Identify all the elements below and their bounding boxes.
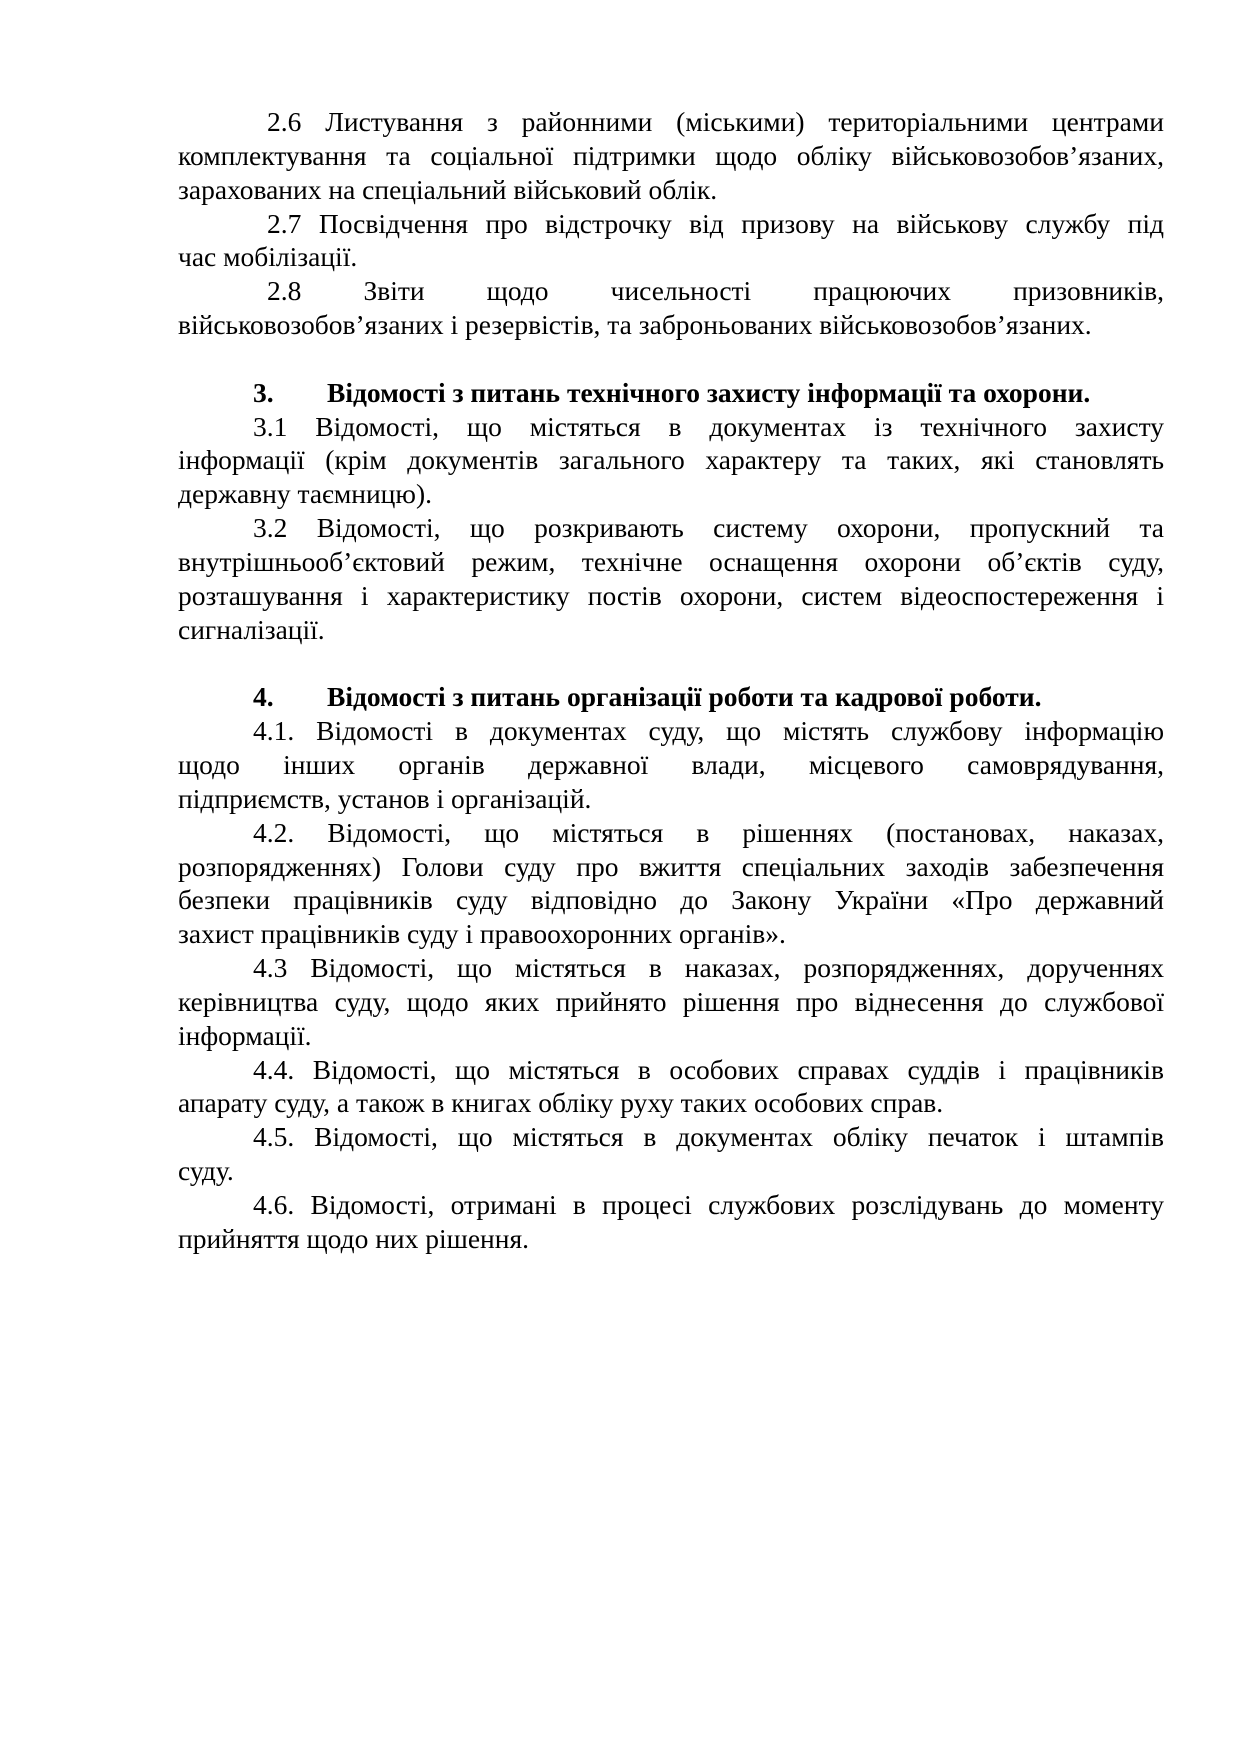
text-line: суду. <box>178 1155 234 1187</box>
text-line: 3.2 Відомості, що розкривають систему охорони, пропускний та <box>253 512 1164 544</box>
text-line: 4.5. Відомості, що містяться в документах обліку печаток і штампів <box>253 1121 1164 1153</box>
text-line: захист працівників суду і правоохоронних органів». <box>178 918 786 950</box>
section-number: 4. <box>253 681 274 713</box>
list-item-paragraph <box>178 1188 1164 1256</box>
text-line: 4.6. Відомості, отримані в процесі службових розслідувань до моменту <box>253 1189 1164 1220</box>
text-line: прийняття щодо них рішення. <box>178 1222 530 1254</box>
text-line: щодо інших органів державної влади, місцевого самоврядування, <box>178 749 1164 781</box>
section-title: Відомості з питань організації роботи та кадрової роботи. <box>327 681 1042 713</box>
text-line: 4.4. Відомості, що містяться в особових справах суддів і працівників <box>253 1053 1164 1085</box>
text-line: державну таємницю). <box>178 478 432 510</box>
text-line: 4.2. Відомості, що містяться в рішеннях (постановах, наказах, <box>253 816 1164 848</box>
list-item-paragraph <box>178 207 1164 275</box>
text-line: комплектування та соціальної підтримки щодо обліку військовозобов’язаних, <box>178 139 1164 171</box>
text-line: час мобілізації. <box>178 241 358 273</box>
section-number: 3. <box>253 376 274 408</box>
text-line: розпорядженнях) Голови суду про вжиття спеціальних заходів забезпечення <box>178 850 1164 882</box>
list-item-paragraph <box>178 1120 1164 1188</box>
text-line: інформації (крім документів загального характеру та таких, які становлять <box>178 444 1164 476</box>
list-item-paragraph <box>178 951 1164 1053</box>
text-line: керівництва суду, щодо яких прийнято рішення про віднесення до службової <box>178 985 1164 1017</box>
text-line: апарату суду, а також в книгах обліку руху таких особових справ. <box>178 1087 944 1119</box>
text-line: підприємств, установ і організацій. <box>178 782 592 814</box>
section-heading <box>178 376 1164 410</box>
section-heading <box>178 680 1164 714</box>
text-line: внутрішньооб’єктовий режим, технічне оснащення охорони об’єктів суду, <box>178 545 1164 577</box>
text-line: сигналізації. <box>178 613 325 645</box>
text-line: 4.1. Відомості в документах суду, що містять службову інформацію <box>253 715 1164 747</box>
text-line: розташування і характеристику постів охорони, систем відеоспостереження і <box>178 579 1164 611</box>
section-title: Відомості з питань технічного захисту інформації та охорони. <box>327 376 1091 408</box>
list-item-paragraph <box>178 511 1164 646</box>
text-line: безпеки працівників суду відповідно до Закону України «Про державний <box>178 884 1164 916</box>
paragraph-spacer <box>178 342 1164 376</box>
text-line: 4.3 Відомості, що містяться в наказах, розпорядженнях, дорученнях <box>253 952 1164 984</box>
text-line: інформації. <box>178 1019 312 1051</box>
text-line: 2.6 Листування з районними (міськими) територіальними центрами <box>267 106 1164 137</box>
document-page <box>178 105 1164 1256</box>
list-item-paragraph <box>178 816 1164 951</box>
paragraph-spacer <box>178 647 1164 681</box>
text-line: 3.1 Відомості, що містяться в документах із технічного захисту <box>253 410 1164 442</box>
text-line: 2.7 Посвідчення про відстрочку від призову на військову службу під <box>267 207 1164 239</box>
list-item-paragraph <box>178 1053 1164 1121</box>
list-item-paragraph <box>178 410 1164 512</box>
list-item-paragraph <box>178 105 1164 207</box>
list-item-paragraph <box>178 714 1164 816</box>
text-line: 2.8 Звіти щодо чисельності працюючих призовників, <box>267 275 1164 307</box>
list-item-paragraph <box>178 274 1164 342</box>
text-line: військовозобов’язаних і резервістів, та заброньованих військовозобов’язаних. <box>178 309 1092 341</box>
text-line: зарахованих на спеціальний військовий облік. <box>178 173 718 205</box>
